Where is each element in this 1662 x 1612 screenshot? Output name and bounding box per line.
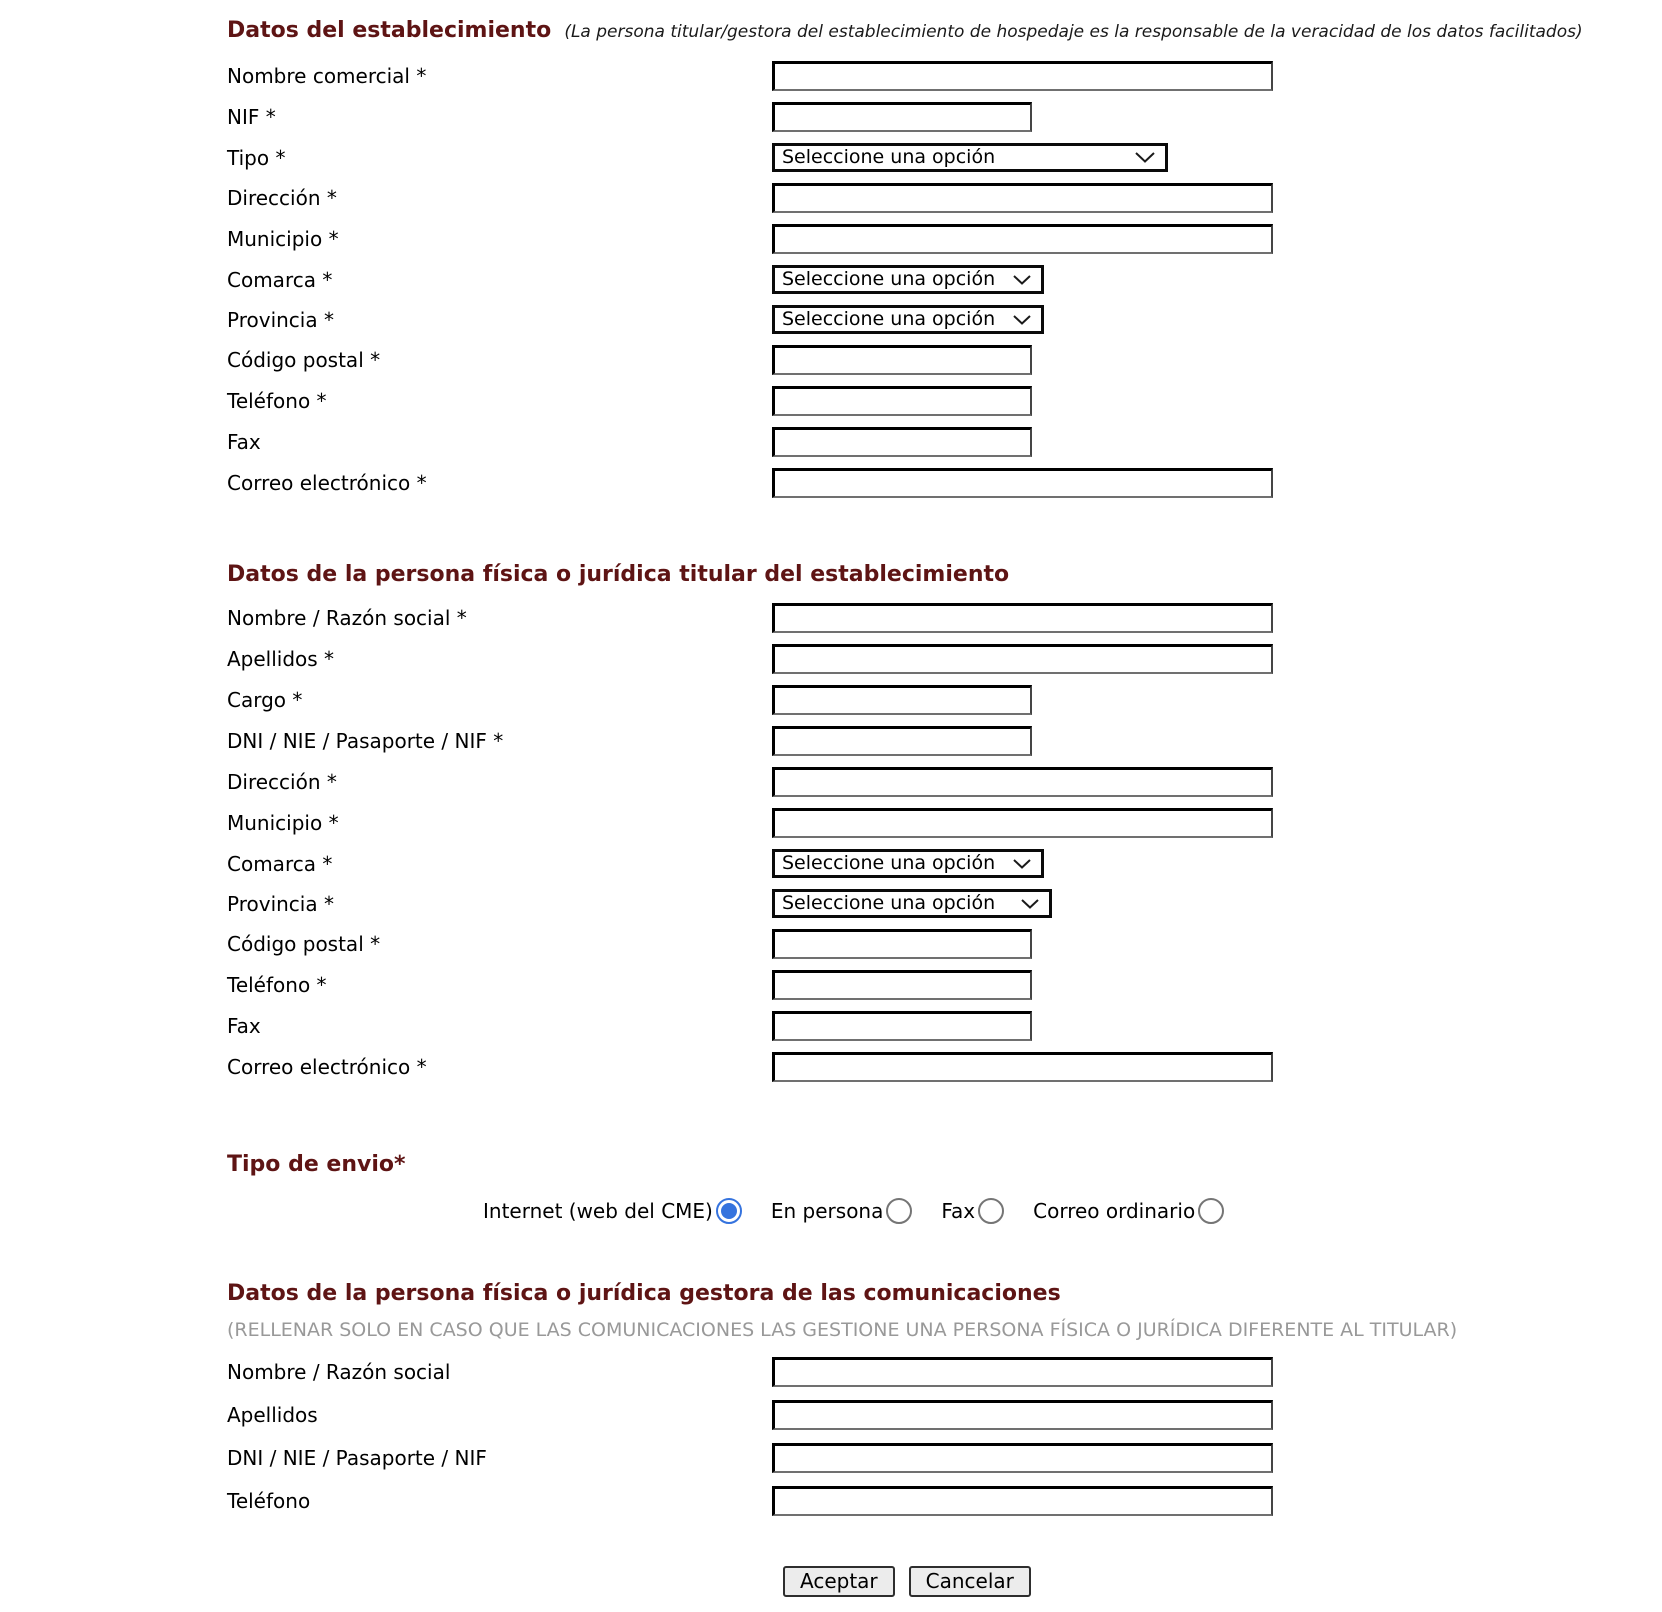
titular-cargo-input[interactable]: [772, 685, 1032, 715]
radio-unselected-icon[interactable]: [886, 1198, 912, 1224]
radio-option-fax[interactable]: [941, 1198, 1004, 1224]
radio-option-correo-ordinario[interactable]: [1033, 1198, 1224, 1224]
field-label: NIF *: [227, 105, 276, 129]
field-row-gestora-telefono: [227, 1486, 1662, 1516]
field-row-nif: [227, 102, 1662, 132]
municipio-input[interactable]: [772, 224, 1273, 254]
field-label: Nombre / Razón social: [227, 1360, 451, 1384]
radio-label: Fax: [941, 1199, 976, 1223]
field-label: Código postal *: [227, 348, 381, 372]
gestora-apellidos-input[interactable]: [772, 1400, 1273, 1430]
titular-provincia-select[interactable]: [772, 889, 1052, 918]
field-label: Comarca *: [227, 852, 333, 876]
tipo-envio-options: [483, 1196, 1662, 1226]
field-label: Nombre comercial *: [227, 64, 427, 88]
direccion-input[interactable]: [772, 183, 1273, 213]
nif-input[interactable]: [772, 102, 1032, 132]
field-row-titular-fax: [227, 1011, 1662, 1041]
field-label: Tipo *: [227, 146, 286, 170]
field-label: Comarca *: [227, 268, 333, 292]
radio-option-internet[interactable]: [483, 1198, 742, 1224]
field-row-gestora-apellidos: [227, 1400, 1662, 1430]
field-row-titular-apellidos: [227, 644, 1662, 674]
field-label: Fax: [227, 1014, 261, 1038]
comarca-select[interactable]: [772, 265, 1044, 294]
gestora-dni-input[interactable]: [772, 1443, 1273, 1473]
chevron-down-icon: [1013, 315, 1031, 325]
field-row-titular-dni: [227, 726, 1662, 756]
cancel-button[interactable]: Cancelar: [909, 1566, 1031, 1597]
field-label: Nombre / Razón social *: [227, 606, 467, 630]
titular-dni-input[interactable]: [772, 726, 1032, 756]
field-label: Apellidos *: [227, 647, 335, 671]
titular-nombre-razon-social-input[interactable]: [772, 603, 1273, 633]
field-row-titular-nombre: [227, 603, 1662, 633]
titular-apellidos-input[interactable]: [772, 644, 1273, 674]
radio-option-en-persona[interactable]: [771, 1198, 912, 1224]
field-label: Dirección *: [227, 186, 337, 210]
gestora-telefono-input[interactable]: [772, 1486, 1273, 1516]
fax-input[interactable]: [772, 427, 1032, 457]
field-label: Correo electrónico *: [227, 1055, 427, 1079]
field-row-titular-correo: [227, 1052, 1662, 1082]
select-value: Seleccione una opción: [782, 852, 996, 874]
field-label: Teléfono: [227, 1489, 311, 1513]
field-row-correo: [227, 468, 1662, 498]
field-label: Dirección *: [227, 770, 337, 794]
field-row-comarca: [227, 265, 1662, 294]
field-row-provincia: [227, 305, 1662, 334]
field-label: DNI / NIE / Pasaporte / NIF: [227, 1446, 487, 1470]
chevron-down-icon: [1135, 152, 1155, 163]
section-title-note: (La persona titular/gestora del establecimiento de hospedaje es la responsable de la veracidad de los datos facilitados): [564, 22, 1583, 42]
radio-unselected-icon[interactable]: [978, 1198, 1004, 1224]
field-label: Teléfono *: [227, 973, 327, 997]
section-title: Datos de la persona física o jurídica titular del establecimiento: [227, 562, 1010, 587]
section-gestora-note: (RELLENAR SOLO EN CASO QUE LAS COMUNICACIONES LAS GESTIONE UNA PERSONA FÍSICA O JURÍDICA DIFERENTE AL TITULAR): [227, 1319, 1458, 1341]
field-row-codigo-postal: [227, 345, 1662, 375]
field-row-titular-comarca: [227, 849, 1662, 878]
radio-label: Correo ordinario: [1033, 1199, 1196, 1223]
accept-button[interactable]: Aceptar: [783, 1566, 895, 1597]
section-establecimiento-heading: [227, 18, 1662, 45]
field-row-titular-telefono: [227, 970, 1662, 1000]
section-titular-heading: [227, 562, 1662, 589]
titular-codigo-postal-input[interactable]: [772, 929, 1032, 959]
select-value: Seleccione una opción: [782, 308, 996, 330]
tipo-select[interactable]: [772, 143, 1168, 172]
field-row-gestora-nombre: [227, 1357, 1662, 1387]
field-label: Municipio *: [227, 811, 339, 835]
field-row-gestora-dni: [227, 1443, 1662, 1473]
select-value: Seleccione una opción: [782, 268, 996, 290]
codigo-postal-input[interactable]: [772, 345, 1032, 375]
field-row-tipo: [227, 143, 1662, 172]
field-label: Correo electrónico *: [227, 471, 427, 495]
field-label: Fax: [227, 430, 261, 454]
field-label: Provincia *: [227, 892, 334, 916]
correo-electronico-input[interactable]: [772, 468, 1273, 498]
field-label: Código postal *: [227, 932, 381, 956]
radio-selected-icon[interactable]: [716, 1198, 742, 1224]
field-row-telefono: [227, 386, 1662, 416]
field-label: Teléfono *: [227, 389, 327, 413]
telefono-input[interactable]: [772, 386, 1032, 416]
chevron-down-icon: [1013, 275, 1031, 285]
section-title: Tipo de envio*: [227, 1152, 406, 1177]
field-row-direccion: [227, 183, 1662, 213]
gestora-nombre-razon-social-input[interactable]: [772, 1357, 1273, 1387]
chevron-down-icon: [1013, 859, 1031, 869]
radio-unselected-icon[interactable]: [1198, 1198, 1224, 1224]
titular-correo-electronico-input[interactable]: [772, 1052, 1273, 1082]
field-label: Municipio *: [227, 227, 339, 251]
field-row-titular-direccion: [227, 767, 1662, 797]
provincia-select[interactable]: [772, 305, 1044, 334]
titular-telefono-input[interactable]: [772, 970, 1032, 1000]
chevron-down-icon: [1021, 899, 1039, 909]
field-label: Apellidos: [227, 1403, 318, 1427]
field-label: DNI / NIE / Pasaporte / NIF *: [227, 729, 504, 753]
field-label: Provincia *: [227, 308, 334, 332]
field-row-nombre-comercial: [227, 61, 1662, 91]
section-envio-heading: [227, 1152, 1662, 1179]
titular-direccion-input[interactable]: [772, 767, 1273, 797]
titular-fax-input[interactable]: [772, 1011, 1032, 1041]
field-row-titular-provincia: [227, 889, 1662, 918]
select-value: Seleccione una opción: [782, 146, 996, 168]
field-row-titular-codigo-postal: [227, 929, 1662, 959]
field-row-titular-cargo: [227, 685, 1662, 715]
field-row-municipio: [227, 224, 1662, 254]
section-title: Datos del establecimiento: [227, 18, 552, 43]
nombre-comercial-input[interactable]: [772, 61, 1273, 91]
titular-municipio-input[interactable]: [772, 808, 1273, 838]
form-actions: [783, 1566, 1662, 1597]
section-gestora-heading: [227, 1281, 1662, 1308]
titular-comarca-select[interactable]: [772, 849, 1044, 878]
field-row-fax: [227, 427, 1662, 457]
field-label: Cargo *: [227, 688, 303, 712]
section-title: Datos de la persona física o jurídica gestora de las comunicaciones: [227, 1281, 1061, 1306]
field-row-titular-municipio: [227, 808, 1662, 838]
select-value: Seleccione una opción: [782, 892, 996, 914]
radio-label: En persona: [770, 1199, 884, 1223]
radio-label: Internet (web del CME): [483, 1199, 713, 1223]
